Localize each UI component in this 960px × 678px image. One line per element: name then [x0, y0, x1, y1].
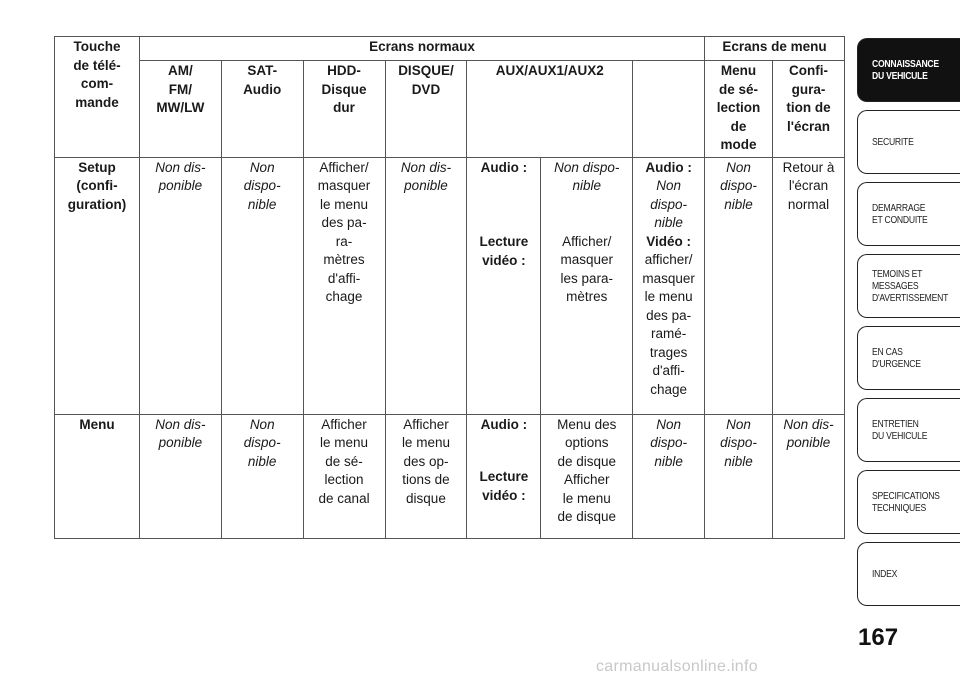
cell-config: Non dis- ponible	[773, 414, 845, 538]
cell-aux-values	[541, 414, 633, 538]
aux-video-label: Lecture vidéo :	[479, 234, 529, 268]
tab-securite[interactable]: SECURITE	[857, 110, 960, 174]
tab-demarrage-conduite[interactable]: DEMARRAGE ET CONDUITE	[857, 182, 960, 246]
aux2-video-label: Vidéo :	[646, 233, 691, 249]
header-touche: Touche de télé- com- mande	[55, 37, 140, 158]
header-menu-mode: Menu de sé- lection de mode	[705, 61, 773, 158]
header-sat-audio: SAT- Audio	[221, 61, 303, 158]
tab-en-cas-urgence[interactable]: EN CAS D'URGENCE	[857, 326, 960, 390]
aux-video-value: Afficher/ masquer les para- mètres	[560, 233, 613, 304]
header-hdd: HDD- Disque dur	[303, 61, 385, 158]
row-key: Setup (confi- guration)	[55, 157, 140, 414]
cell-aux-values	[541, 157, 633, 414]
aux-audio-value: Menu des options de disque	[557, 416, 617, 469]
header-disque-dvd: DISQUE/ DVD	[385, 61, 467, 158]
aux-video-label: Lecture vidéo :	[479, 469, 529, 503]
header-menu-screens: Ecrans de menu	[705, 37, 845, 61]
table-row	[55, 414, 845, 538]
tab-connaissance-vehicule[interactable]: CONNAISSANCE DU VEHICULE	[857, 38, 960, 102]
remote-control-table	[54, 36, 845, 539]
aux-audio-value: Non dispo- nible	[554, 159, 620, 193]
header-config-ecran: Confi- gura- tion de l'écran	[773, 61, 845, 158]
header-aux: AUX/AUX1/AUX2	[467, 61, 633, 158]
aux-audio-label: Audio :	[480, 416, 528, 432]
header-normal-screens: Ecrans normaux	[139, 37, 704, 61]
cell-am: Non dis- ponible	[139, 414, 221, 538]
aux-video-value: Afficher le menu de disque	[557, 472, 617, 524]
watermark: carmanualsonline.info	[596, 658, 758, 675]
cell-aux-labels	[467, 414, 541, 538]
cell-am: Non dis- ponible	[139, 157, 221, 414]
aux2-audio-label: Audio :	[645, 159, 692, 175]
cell-config: Retour à l'écran normal	[773, 157, 845, 414]
aux2-audio-value: Non dispo- nible	[650, 178, 688, 230]
cell-sat: Non dispo- nible	[221, 414, 303, 538]
cell-aux2	[633, 157, 705, 414]
cell-disque: Afficher le menu des op- tions de disque	[385, 414, 467, 538]
header-empty	[633, 61, 705, 158]
tab-specifications[interactable]: SPECIFICATIONS TECHNIQUES	[857, 470, 960, 534]
tab-entretien-vehicule[interactable]: ENTRETIEN DU VEHICULE	[857, 398, 960, 462]
tab-temoins-messages[interactable]: TEMOINS ET MESSAGES D'AVERTISSEMENT	[857, 254, 960, 318]
cell-menu-mode: Non dispo- nible	[705, 157, 773, 414]
table-row	[55, 157, 845, 414]
row-key: Menu	[55, 414, 140, 538]
cell-aux2: Non dispo- nible	[633, 414, 705, 538]
page-number: 167	[858, 624, 899, 651]
cell-hdd: Afficher/ masquer le menu des pa- ra- mètres d'affi- chage	[303, 157, 385, 414]
cell-aux-labels	[467, 157, 541, 414]
cell-hdd: Afficher le menu de sé- lection de canal	[303, 414, 385, 538]
cell-sat: Non dispo- nible	[221, 157, 303, 414]
header-am-fm: AM/ FM/ MW/LW	[139, 61, 221, 158]
tab-index[interactable]: INDEX	[857, 542, 960, 606]
aux2-video-value: afficher/ masquer le menu des pa- ramé- trages d'affi- chage	[642, 252, 695, 397]
cell-menu-mode: Non dispo- nible	[705, 414, 773, 538]
aux-audio-label: Audio :	[480, 159, 528, 175]
cell-disque: Non dis- ponible	[385, 157, 467, 414]
